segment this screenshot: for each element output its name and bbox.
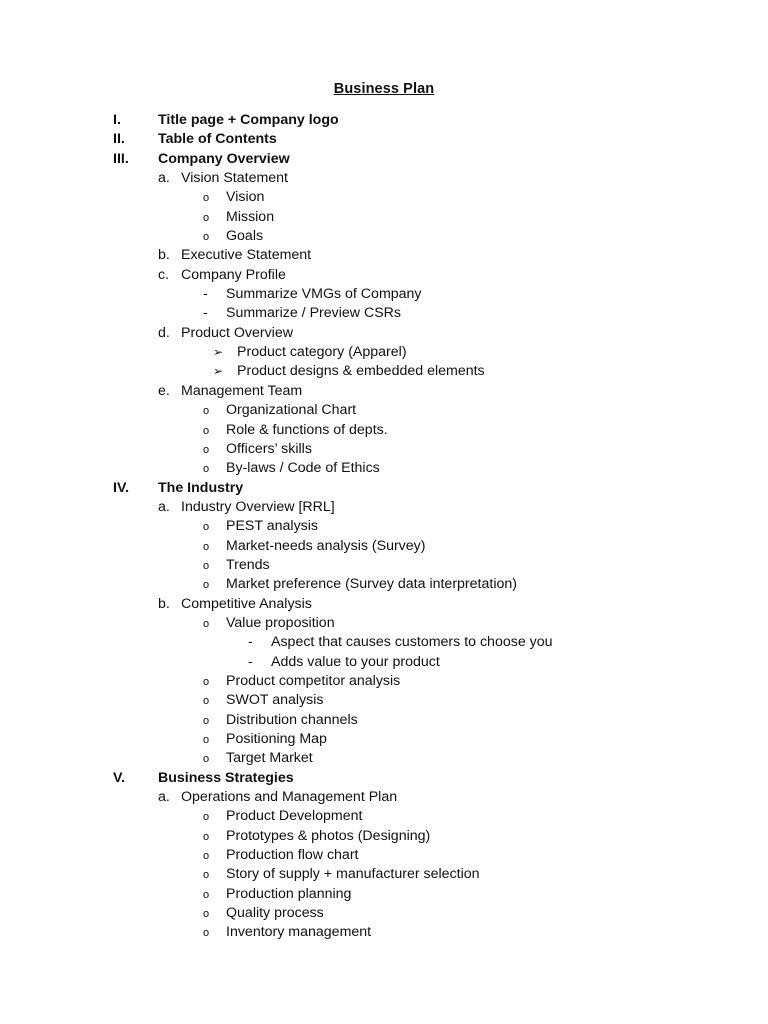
circle-bullet-icon: o bbox=[203, 753, 210, 766]
subsection-item bbox=[0, 169, 768, 188]
subsection-title: Industry Overview [RRL] bbox=[181, 498, 335, 515]
list-item-text: Value proposition bbox=[226, 614, 335, 631]
section-title: Business Strategies bbox=[158, 769, 294, 786]
list-item-text: Officers’ skills bbox=[226, 440, 312, 457]
circle-bullet-icon: o bbox=[203, 521, 210, 534]
list-item bbox=[0, 827, 768, 846]
list-item-text: Target Market bbox=[226, 750, 313, 767]
list-item bbox=[0, 227, 768, 246]
circle-bullet-icon: o bbox=[203, 405, 210, 418]
list-item bbox=[0, 304, 768, 323]
list-item bbox=[0, 517, 768, 536]
letter-marker: a. bbox=[158, 498, 170, 515]
list-item bbox=[0, 807, 768, 826]
list-item-text: Product competitor analysis bbox=[226, 672, 401, 689]
list-item bbox=[0, 885, 768, 904]
circle-bullet-icon: o bbox=[203, 714, 210, 727]
list-item-text: Aspect that causes customers to choose you bbox=[271, 634, 553, 651]
circle-bullet-icon: o bbox=[203, 617, 210, 630]
circle-bullet-icon: o bbox=[203, 192, 210, 205]
arrow-bullet-icon: ➢ bbox=[213, 364, 224, 379]
list-item-text: Trends bbox=[226, 556, 270, 573]
subsection-item bbox=[0, 595, 768, 614]
list-item bbox=[0, 459, 768, 478]
circle-bullet-icon: o bbox=[203, 734, 210, 746]
list-item-text: Product designs & embedded elements bbox=[237, 363, 485, 380]
list-item-text: Inventory management bbox=[226, 924, 372, 941]
list-item bbox=[0, 285, 768, 304]
roman-numeral: I. bbox=[113, 112, 121, 128]
circle-bullet-icon: o bbox=[203, 231, 210, 244]
letter-marker: b. bbox=[158, 247, 170, 264]
list-item-text: Product category (Apparel) bbox=[237, 344, 407, 361]
list-item-text: Goals bbox=[226, 228, 264, 245]
list-item bbox=[0, 730, 768, 749]
list-item-text: Quality process bbox=[226, 905, 324, 922]
list-item-text: Product Development bbox=[226, 808, 363, 825]
list-item bbox=[0, 846, 768, 865]
list-item bbox=[0, 556, 768, 575]
list-item bbox=[0, 401, 768, 420]
list-item-text: By-laws / Code of Ethics bbox=[226, 460, 380, 477]
list-item-text: Vision bbox=[226, 189, 265, 206]
list-item bbox=[0, 749, 768, 768]
circle-bullet-icon: o bbox=[203, 850, 210, 863]
list-item bbox=[0, 633, 768, 652]
list-item-text: Mission bbox=[226, 208, 275, 225]
circle-bullet-icon: o bbox=[203, 463, 210, 476]
list-item-text: Story of supply + manufacturer selection bbox=[226, 866, 480, 883]
list-item bbox=[0, 865, 768, 884]
circle-bullet-icon: o bbox=[203, 830, 210, 843]
section-heading bbox=[0, 150, 768, 169]
list-item-text: Organizational Chart bbox=[226, 402, 357, 419]
subsection-title: Company Profile bbox=[181, 266, 286, 283]
list-item-text: Adds value to your product bbox=[271, 653, 440, 670]
list-item bbox=[0, 904, 768, 923]
circle-bullet-icon: o bbox=[203, 927, 210, 940]
list-item bbox=[0, 440, 768, 459]
circle-bullet-icon: o bbox=[203, 443, 210, 456]
list-item-text: Positioning Map bbox=[226, 731, 327, 747]
dash-bullet-icon: - bbox=[203, 286, 208, 303]
list-item-text: PEST analysis bbox=[226, 518, 318, 535]
list-item bbox=[0, 575, 768, 594]
document-title: Business Plan bbox=[333, 81, 435, 97]
subsection-title: Executive Statement bbox=[181, 247, 312, 264]
list-item-text: Market-needs analysis (Survey) bbox=[226, 537, 426, 554]
dash-bullet-icon: - bbox=[203, 305, 208, 322]
section-title: Title page + Company logo bbox=[158, 112, 339, 128]
list-item bbox=[0, 362, 768, 381]
list-item bbox=[0, 691, 768, 710]
subsection-title: Product Overview bbox=[181, 324, 293, 341]
list-item-text: Production planning bbox=[226, 885, 352, 902]
circle-bullet-icon: o bbox=[203, 908, 210, 921]
section-heading bbox=[0, 769, 768, 788]
subsection-item bbox=[0, 324, 768, 343]
circle-bullet-icon: o bbox=[203, 424, 210, 437]
roman-numeral: II. bbox=[113, 131, 125, 148]
list-item bbox=[0, 188, 768, 207]
circle-bullet-icon: o bbox=[203, 869, 210, 882]
letter-marker: c. bbox=[158, 266, 170, 283]
list-item-text: Summarize / Preview CSRs bbox=[226, 305, 402, 322]
list-item bbox=[0, 672, 768, 691]
list-item-text: SWOT analysis bbox=[226, 692, 324, 709]
list-item bbox=[0, 711, 768, 730]
section-title: Company Overview bbox=[158, 150, 290, 167]
roman-numeral: III. bbox=[113, 150, 129, 167]
letter-marker: b. bbox=[158, 595, 170, 612]
circle-bullet-icon: o bbox=[203, 579, 210, 592]
list-item-text: Market preference (Survey data interpretation) bbox=[226, 576, 517, 593]
list-item bbox=[0, 343, 768, 362]
list-item-text: Prototypes & photos (Designing) bbox=[226, 827, 431, 844]
subsection-title: Vision Statement bbox=[181, 170, 288, 187]
circle-bullet-icon: o bbox=[203, 888, 210, 901]
subsection-item bbox=[0, 382, 768, 401]
circle-bullet-icon: o bbox=[203, 675, 210, 688]
list-item bbox=[0, 421, 768, 440]
circle-bullet-icon: o bbox=[203, 540, 210, 553]
roman-numeral: V. bbox=[113, 769, 126, 786]
letter-marker: a. bbox=[158, 789, 170, 806]
roman-numeral: IV. bbox=[113, 479, 130, 496]
arrow-bullet-icon: ➢ bbox=[213, 345, 224, 360]
subsection-item bbox=[0, 788, 768, 807]
outline-list bbox=[0, 111, 768, 943]
subsection-item bbox=[0, 266, 768, 285]
section-title: Table of Contents bbox=[158, 131, 277, 148]
list-item-text: Production flow chart bbox=[226, 847, 359, 864]
section-heading bbox=[0, 479, 768, 498]
subsection-title: Competitive Analysis bbox=[181, 595, 312, 612]
list-item bbox=[0, 653, 768, 672]
letter-marker: a. bbox=[158, 170, 170, 187]
dash-bullet-icon: - bbox=[248, 634, 253, 651]
letter-marker: d. bbox=[158, 324, 170, 341]
section-title: The Industry bbox=[158, 479, 244, 496]
letter-marker: e. bbox=[158, 382, 170, 399]
list-item bbox=[0, 208, 768, 227]
subsection-title: Management Team bbox=[181, 382, 303, 399]
list-item bbox=[0, 537, 768, 556]
circle-bullet-icon: o bbox=[203, 811, 210, 824]
list-item-text: Role & functions of depts. bbox=[226, 421, 388, 438]
circle-bullet-icon: o bbox=[203, 211, 210, 224]
section-heading bbox=[0, 130, 768, 149]
dash-bullet-icon: - bbox=[248, 653, 253, 670]
circle-bullet-icon: o bbox=[203, 695, 210, 708]
circle-bullet-icon: o bbox=[203, 559, 210, 572]
subsection-item bbox=[0, 498, 768, 517]
list-item bbox=[0, 614, 768, 633]
list-item-text: Summarize VMGs of Company bbox=[226, 286, 422, 303]
list-item-text: Distribution channels bbox=[226, 711, 358, 728]
subsection-item bbox=[0, 246, 768, 265]
section-heading bbox=[0, 111, 768, 130]
list-item bbox=[0, 923, 768, 942]
subsection-title: Operations and Management Plan bbox=[181, 789, 398, 806]
